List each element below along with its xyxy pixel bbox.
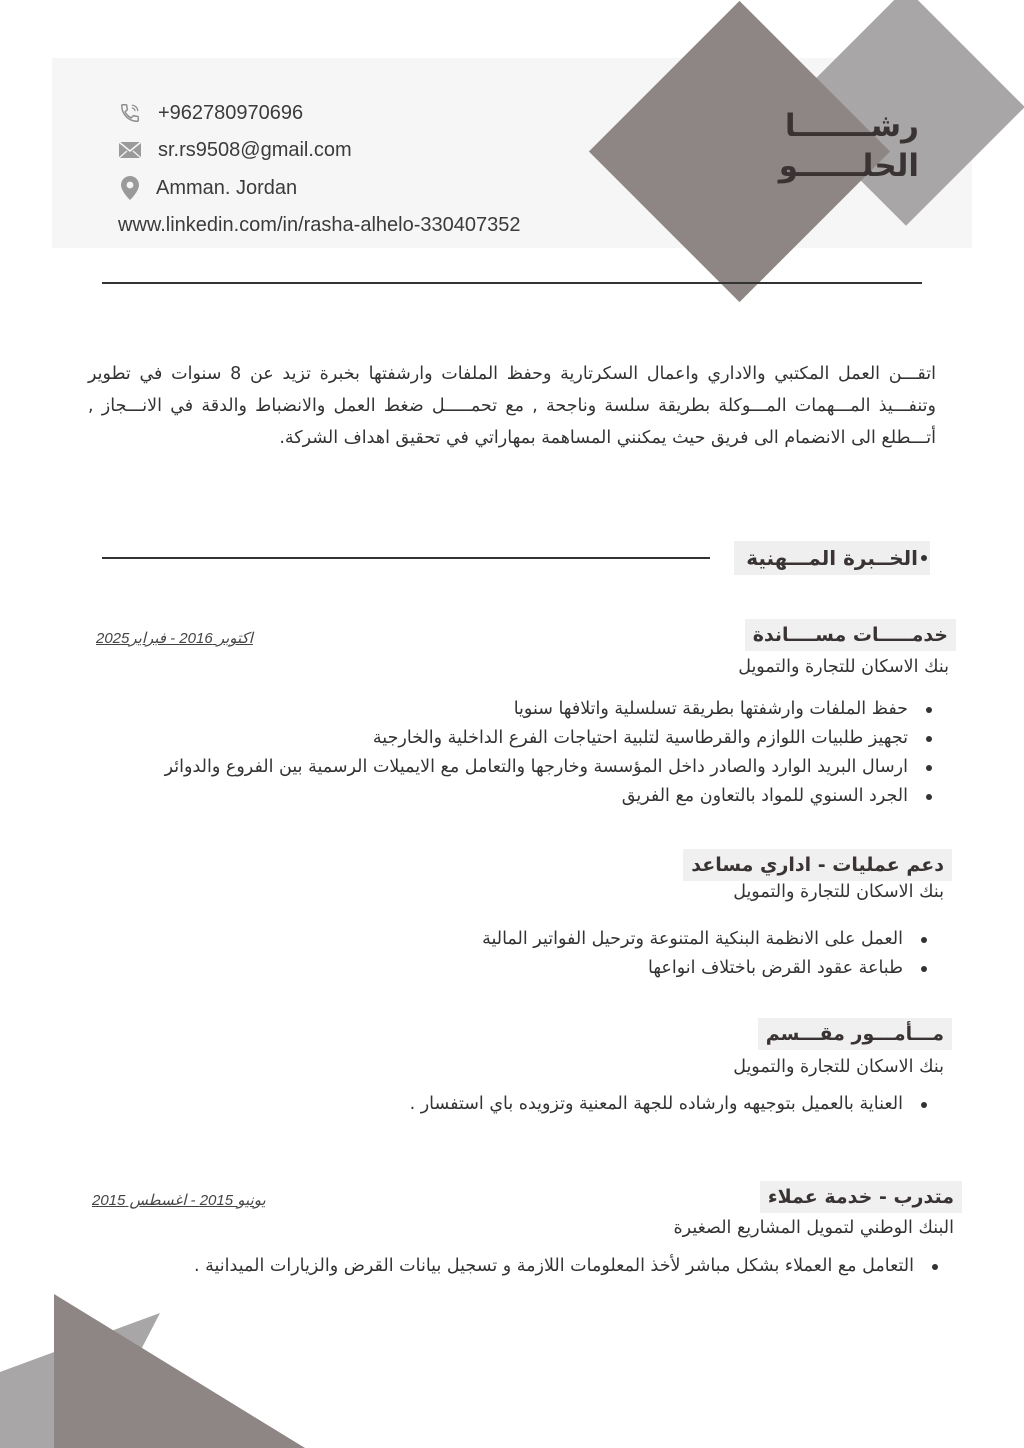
- job-company: بنك الاسكان للتجارة والتمويل: [738, 657, 949, 677]
- job-title: خدمـــــات مســــاندة: [745, 619, 956, 651]
- job-company: بنك الاسكان للتجارة والتمويل: [733, 1057, 944, 1077]
- job-duties-list: [410, 1090, 929, 1119]
- contact-email: [118, 138, 352, 162]
- email-text[interactable]: sr.rs9508@gmail.com: [158, 138, 352, 161]
- contact-phone: [118, 101, 303, 125]
- list-item: تجهيز طلبيات اللوازم والقرطاسية لتلبية احتياجات الفرع الداخلية والخارجية: [165, 724, 934, 753]
- job-title: دعم عمليات - اداري مساعد: [683, 849, 952, 881]
- name-line-2: الحلــــــو: [778, 148, 919, 184]
- contact-linkedin: [118, 214, 520, 237]
- job-company: بنك الاسكان للتجارة والتمويل: [733, 882, 944, 902]
- phone-text[interactable]: +962780970696: [158, 101, 304, 124]
- list-item: الجرد السنوي للمواد بالتعاون مع الفريق: [165, 782, 934, 811]
- list-item: طباعة عقود القرض باختلاف انواعها: [482, 954, 929, 983]
- job-date: يونيو 2015 - اغسطس 2015: [92, 1192, 266, 1209]
- list-item: العناية بالعميل بتوجيهه وارشاده للجهة المعنية وتزويده باي استفسار .: [410, 1090, 929, 1119]
- candidate-name: [719, 106, 919, 186]
- decor-triangle-front: [54, 1294, 305, 1448]
- mail-icon: [118, 138, 142, 162]
- name-line-1: رشـــــــا: [784, 108, 919, 144]
- job-duties-list: [482, 925, 929, 983]
- list-item: العمل على الانظمة البنكية المتنوعة وترحيل الفواتير المالية: [482, 925, 929, 954]
- job-title: مـــأمـــور مقـــسم: [758, 1018, 952, 1050]
- header-divider: [102, 282, 922, 284]
- job-date: اكتوبر 2016 - فبراير2025: [96, 630, 253, 647]
- linkedin-link[interactable]: www.linkedin.com/in/rasha-alhelo-330407352: [118, 214, 521, 236]
- location-text: Amman. Jordan: [156, 176, 298, 199]
- list-item: حفظ الملفات وارشفتها بطريقة تسلسلية واتلافها سنويا: [165, 695, 934, 724]
- job-duties-list: [165, 695, 934, 811]
- section-bullet-dot: [921, 555, 927, 561]
- location-pin-icon: [118, 176, 142, 200]
- job-company: البنك الوطني لتمويل المشاريع الصغيرة: [673, 1218, 954, 1238]
- experience-section-title: الخــبرة المـــهنية: [734, 541, 930, 575]
- list-item: التعامل مع العملاء بشكل مباشر لأخذ المعلومات اللازمة و تسجيل بيانات القرض والزيارات الميدانية .: [194, 1252, 940, 1281]
- profile-summary: اتقـــن العمل المكتبي والاداري واعمال السكرتارية وحفظ الملفات وارشفتها بخبرة تزيد عن 8 سنوات في تطوير وتنفـــيذ المـــهمات المـــوكلة بطريقة سلسة وناجحة , مع تحمـــــل ضغط العمل والانضباط والدقة في الانـــجاز , أتـــطلع الى الانضمام الى فريق حيث يمكنني المساهمة بمهاراتي في تحقيق اهداف الشركة.: [88, 364, 936, 448]
- job-duties-list: [194, 1252, 940, 1281]
- job-title: متدرب - خدمة عملاء: [760, 1181, 962, 1213]
- section-divider: [102, 557, 710, 559]
- contact-location: [118, 176, 297, 200]
- list-item: ارسال البريد الوارد والصادر داخل المؤسسة وخارجها والتعامل مع الايميلات الرسمية بين الفروع والدوائر: [165, 753, 934, 782]
- phone-icon: [118, 101, 142, 125]
- decor-triangles: [0, 1290, 310, 1448]
